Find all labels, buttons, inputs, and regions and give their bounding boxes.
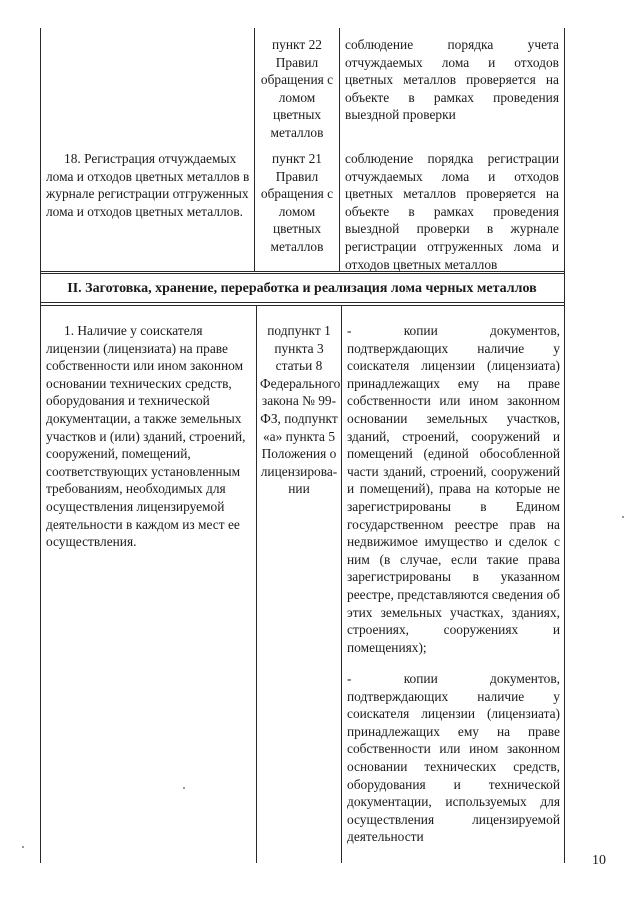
verification-method-cell: соблюдение порядка учета отчуждаемых лома и отходов цветных металлов проверяется на объекте в рамках проведения выездной проверки xyxy=(345,37,559,123)
requirement-cell: 1. Наличие у соискателя лицензии (лицензиата) на праве собственности или ином законном основании технических средств, оборудования и технической документации, а также земельных участков и (или) зданий, строений, сооружений, помещений, соответствующих установленным требованиям, необходимых для осуществления лицензируемой деятельности в каждом из мест ее осуществления. xyxy=(46,323,246,550)
legal-basis-cell: пункт 21 Правил обращения с ломом цветных металлов xyxy=(260,151,334,254)
page-number: 10 xyxy=(592,853,606,868)
legal-basis-cell: пункт 22 Правил обращения с ломом цветных металлов xyxy=(260,37,334,140)
column-divider-1 xyxy=(254,28,255,271)
scan-speck xyxy=(22,846,24,848)
column-divider-1-lower xyxy=(256,305,257,863)
verification-method-cell: соблюдение порядка регистрации отчуждаемых лома и отходов цветных металлов проверяется на объекте в рамках проведения выездной проверки в журнале регистрации отгруженных лома и отходов цветных металлов xyxy=(345,151,559,272)
column-divider-2 xyxy=(339,28,340,271)
row-divider xyxy=(40,305,565,306)
section-heading: II. Заготовка, хранение, переработка и реализация лома черных металлов xyxy=(67,281,537,296)
table-border-left xyxy=(40,28,41,863)
verification-method-cell: - копии документов, подтверждающих наличие у соискателя лицензии (лицензиата) принадлежащих ему на праве собственности или ином законном основании технических средств, оборудования и технической документации, используемых для осуществления лицензируемой деятельности xyxy=(347,671,560,845)
legal-basis-cell: подпункт 1 пункта 3 статьи 8 Федерального закона № 99-ФЗ, подпункт «а» пункта 5 Положения о лицензирова-нии xyxy=(260,323,341,497)
requirement-cell: 18. Регистрация отчуждаемых лома и отходов цветных металлов в журнале регистрации отгруженных лома и отходов цветных металлов. xyxy=(46,151,250,219)
row-divider xyxy=(40,302,565,303)
scan-speck xyxy=(622,516,624,518)
table-border-right xyxy=(564,28,565,863)
scan-speck xyxy=(183,787,185,789)
verification-method-cell: - копии документов, подтверждающих наличие у соискателя лицензии (лицензиата) принадлежащих ему на праве собственности или ином законном основании земельных участков, зданий, строений, сооружений и помещений (единой обособленной части зданий, строений, сооружений и помещений), права на которые не зарегистрированы в Едином государственном реестре прав на недвижимое имущество и сделок с ним (в случае, если такие права зарегистрированы в указанном реестре, представляются сведения об этих земельных участках, зданиях, строениях, сооружениях и помещениях); xyxy=(347,323,560,655)
column-divider-2-lower xyxy=(341,305,342,863)
